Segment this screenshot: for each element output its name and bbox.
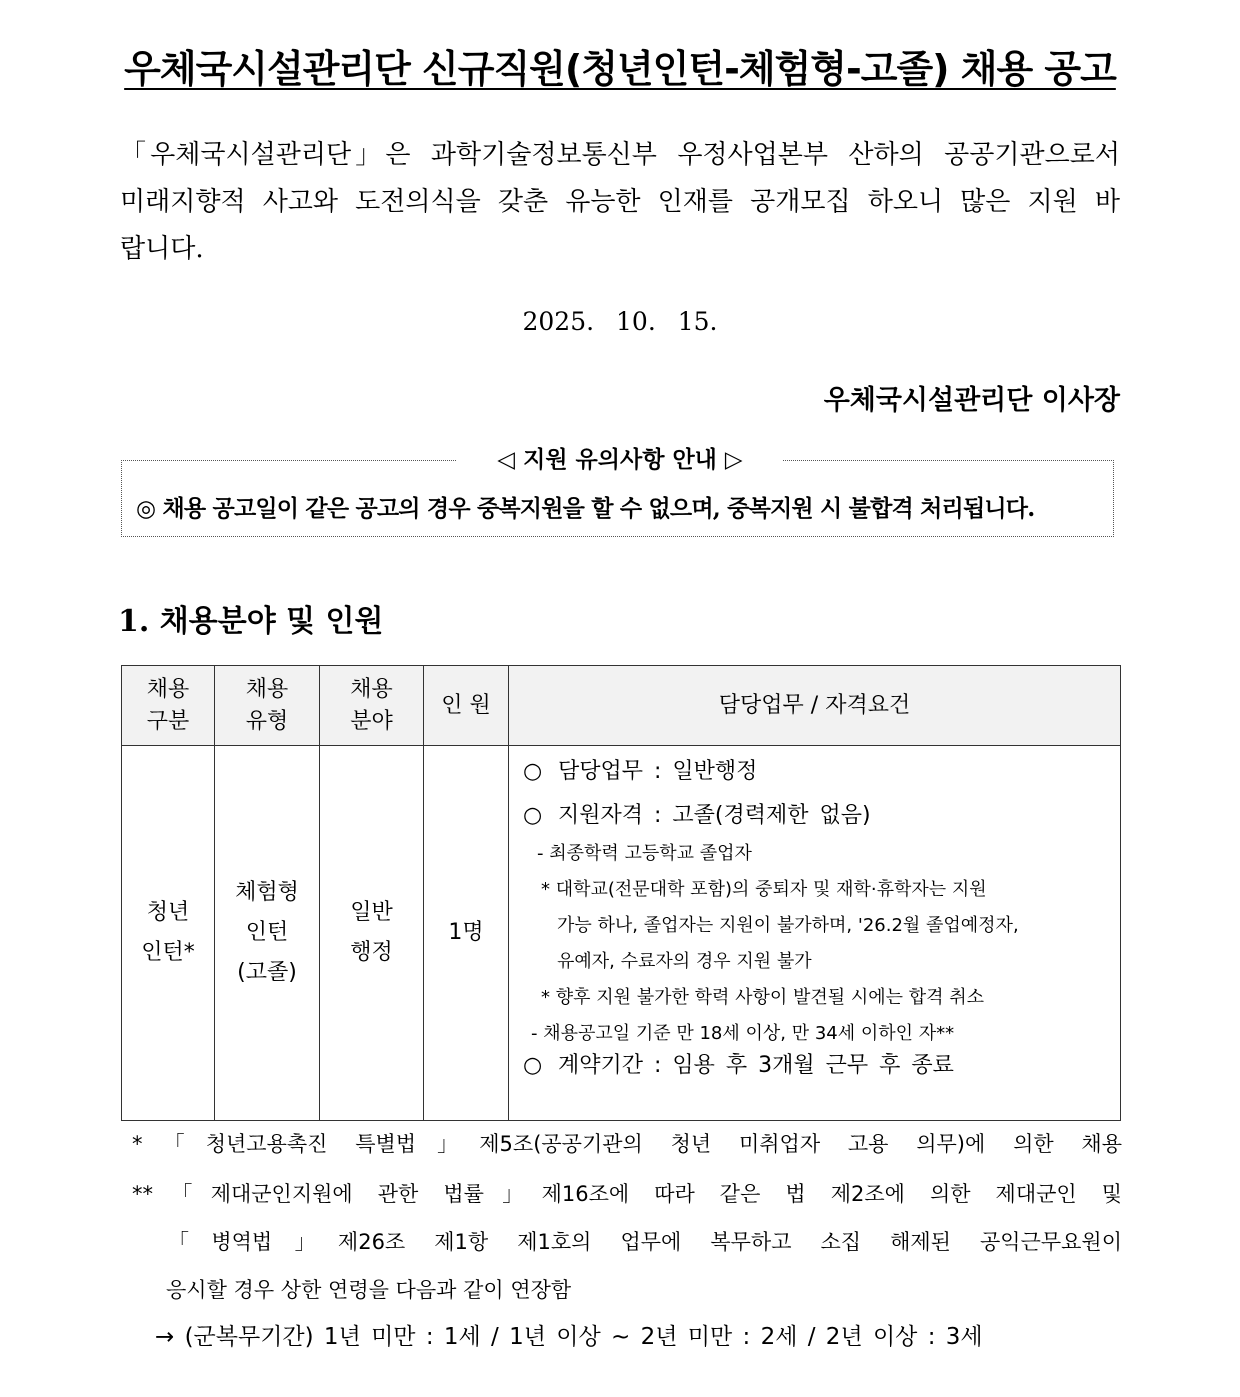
page-title	[0, 38, 1240, 93]
header-type-line2: 유형	[245, 708, 289, 734]
qual-note-enrollment-line1: * 대학교(전문대학 포함)의 중퇴자 및 재학·휴학자는 지원	[541, 879, 987, 900]
cell-category-line1: 청년	[146, 900, 190, 925]
bullet-icon: ○	[523, 759, 543, 784]
qual-note-enrollment-line3: 유예자, 수료자의 경우 지원 불가	[557, 951, 812, 972]
qual-education: - 최종학력 고등학교 졸업자	[537, 843, 752, 864]
table-row	[122, 746, 1121, 1121]
page-title-text: 우체국시설관리단 신규직원(청년인턴-체험형-고졸) 채용 공고	[124, 47, 1116, 91]
signer: 우체국시설관리단 이사장	[823, 385, 1120, 416]
cell-field-line2: 행정	[350, 940, 393, 965]
section-heading: 1. 채용분야 및 인원	[118, 604, 384, 639]
header-type-line1: 채용	[245, 676, 289, 702]
cell-type-line1: 체험형	[235, 880, 299, 905]
footnote-2	[132, 1170, 1122, 1314]
cell-type-line3: (고졸)	[237, 960, 297, 985]
intro-paragraph: 「우체국시설관리단」은 과학기술정보통신부 우정사업본부 산하의 공공기관으로서 미래지향적 사고와 도전의식을 갖춘 유능한 인재를 공개모집 하오니 많은 지원 바랍니다.	[120, 140, 1120, 264]
notice-text: ◎ 채용 공고일이 같은 공고의 경우 중복지원을 할 수 없으며, 중복지원 시 불합격 처리됩니다.	[136, 495, 1035, 522]
qual-note-enrollment-line2: 가능 하나, 졸업자는 지원이 불가하며, '26.2월 졸업예정자,	[557, 915, 1019, 936]
age-extension-rule: → (군복무기간) 1년 미만 : 1세 / 1년 이상 ~ 2년 미만 : 2세 / 2년 이상 : 3세	[155, 1324, 983, 1350]
footnote-2-line1: **「제대군인지원에 관한 법률」제16조에 따라 같은 법 제2조에 의한 제대군인 및	[132, 1182, 1122, 1206]
recruitment-table	[121, 665, 1121, 1121]
footnote-2-line2: 「병역법」제26조 제1항 제1호의 업무에 복무하고 소집 해제된 공익근무요원이	[168, 1230, 1122, 1254]
header-field-line1: 채용	[350, 676, 393, 702]
notice-title-text: ◁ 지원 유의사항 안내 ▷	[457, 447, 782, 473]
bullet-icon: ○	[523, 803, 543, 828]
header-type	[215, 666, 320, 746]
announcement-date: 2025. 10. 15.	[522, 307, 718, 336]
duty-line	[523, 758, 1110, 786]
cell-field	[320, 746, 424, 1121]
footnote-2-line3: 응시할 경우 상한 연령을 다음과 같이 연장함	[166, 1278, 572, 1302]
cell-field-line1: 일반	[350, 900, 393, 925]
footnote-1: *「청년고용촉진 특별법」제5조(공공기관의 청년 미취업자 고용 의무)에 의한 채용	[132, 1132, 1122, 1156]
cell-duty	[509, 746, 1121, 1121]
qual-note-enrollment	[523, 872, 1110, 980]
header-category-line1: 채용	[146, 676, 190, 702]
notice-title	[0, 441, 1240, 474]
cell-type-line2: 인턴	[245, 920, 289, 945]
qual-note-cancel: * 향후 지원 불가한 학력 사항이 발견될 시에는 합격 취소	[541, 987, 985, 1008]
cell-category	[122, 746, 215, 1121]
contract-text: 계약기간 : 임용 후 3개월 근무 후 종료	[558, 1053, 954, 1078]
duty-text: 담당업무 : 일반행정	[558, 759, 758, 784]
qualification-line	[523, 802, 1110, 830]
header-category	[122, 666, 215, 746]
cell-category-line2: 인턴*	[141, 940, 195, 965]
header-category-line2: 구분	[146, 708, 190, 734]
qualification-text: 지원자격 : 고졸(경력제한 없음)	[558, 803, 871, 828]
cell-type	[215, 746, 320, 1121]
bullet-icon: ○	[523, 1053, 543, 1078]
header-count: 인 원	[424, 666, 509, 746]
header-duty: 담당업무 / 자격요건	[509, 666, 1121, 746]
header-field	[320, 666, 424, 746]
cell-count: 1명	[424, 746, 509, 1121]
header-field-line2: 분야	[350, 708, 393, 734]
qual-age: - 채용공고일 기준 만 18세 이상, 만 34세 이하인 자**	[531, 1023, 955, 1044]
contract-line	[523, 1052, 1110, 1080]
table-header-row	[122, 666, 1121, 746]
